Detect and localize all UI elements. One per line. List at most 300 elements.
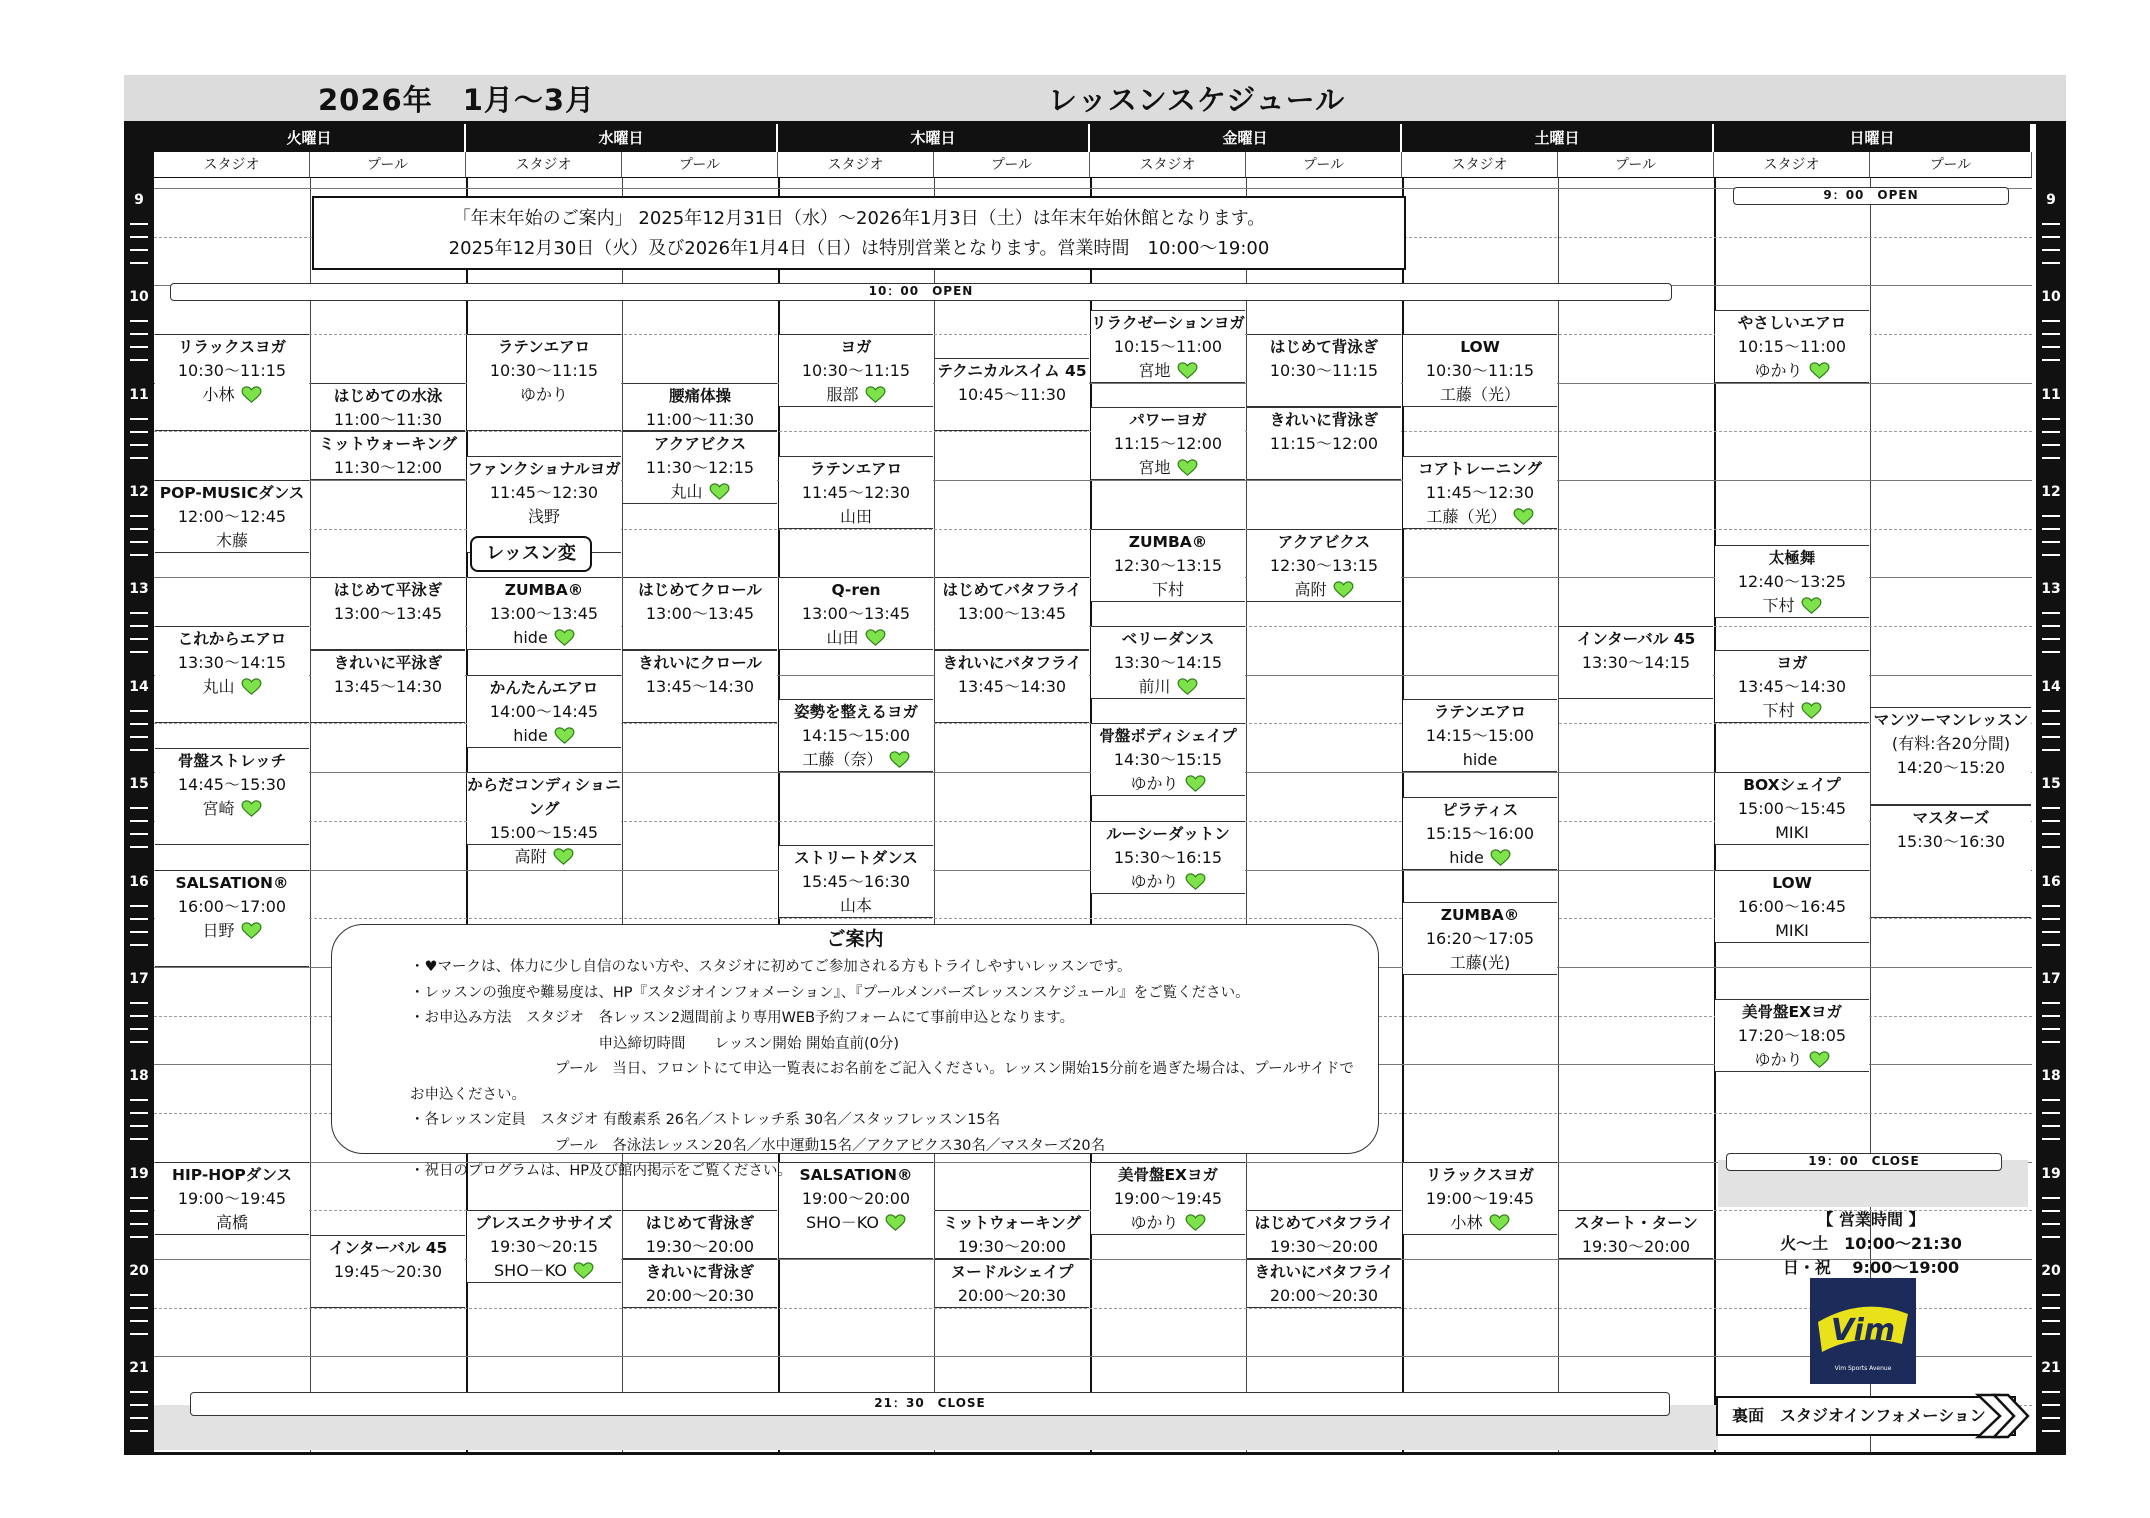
lesson-instructor: 木藤: [215, 531, 248, 551]
hour-label: 15: [129, 776, 149, 793]
hour-tick: [130, 710, 148, 712]
hour-tick: [2042, 1015, 2060, 1017]
hour-tick: [2042, 723, 2060, 725]
lesson-instructor-row: [1715, 919, 1869, 943]
lesson-block[interactable]: [155, 748, 309, 845]
lesson-title: インターバル 45: [1576, 630, 1696, 649]
lesson-block[interactable]: [1715, 999, 1869, 1072]
hour-tick: [2042, 528, 2060, 530]
heart-icon: [1333, 581, 1354, 598]
hour-tick: [2042, 1333, 2060, 1335]
hour-label: 12: [129, 484, 149, 501]
lesson-time: 15:45～16:30: [801, 872, 911, 892]
day-header: 金曜日: [1090, 124, 1402, 152]
hour-tick: [130, 1417, 148, 1419]
lesson-block[interactable]: [1403, 1162, 1557, 1235]
hour-tick: [130, 905, 148, 907]
hour-label: 10: [2041, 289, 2061, 306]
hour-tick: [2042, 1417, 2060, 1419]
lesson-block[interactable]: [623, 1259, 777, 1308]
lesson-time: 13:30～14:15: [1113, 653, 1223, 673]
studio-header: スタジオ: [778, 152, 934, 178]
hour-tick: [2042, 918, 2060, 920]
lesson-instructor: 工藤(光): [1449, 952, 1511, 972]
hour-tick: [130, 1015, 148, 1017]
hour-tick: [2042, 1236, 2060, 1238]
lesson-block[interactable]: [935, 650, 1089, 723]
lesson-time: 15:00～15:45: [1737, 799, 1847, 819]
hour-tick: [130, 1002, 148, 1004]
lesson-time: 19:30～20:00: [1581, 1237, 1691, 1257]
hour-tick: [130, 236, 148, 238]
lesson-block[interactable]: [1091, 529, 1245, 602]
hour-label: 18: [129, 1068, 149, 1085]
lesson-block[interactable]: [1091, 821, 1245, 894]
lesson-instructor: 服部: [826, 385, 859, 405]
lesson-title: きれいに平泳ぎ: [333, 654, 443, 673]
hour-tick: [2042, 1041, 2060, 1043]
lesson-title: 姿勢を整えるヨガ: [793, 703, 918, 722]
hour-tick: [2042, 1404, 2060, 1406]
lesson-instructor: ゆかり: [1130, 871, 1179, 891]
studio-header: スタジオ: [1402, 152, 1558, 178]
lesson-title: ストリートダンス: [794, 849, 918, 868]
lesson-instructor-row: [155, 919, 309, 943]
hour-tick: [130, 944, 148, 946]
lesson-block[interactable]: [1715, 870, 1869, 943]
lesson-block[interactable]: [1403, 797, 1557, 870]
lesson-title: アクアビクス: [653, 435, 747, 454]
hour-tick: [130, 1099, 148, 1101]
lesson-time: 13:45～14:30: [1737, 677, 1847, 697]
lesson-block[interactable]: [1247, 1210, 1401, 1259]
lesson-time: 20:00～20:30: [1269, 1285, 1379, 1305]
lesson-instructor: SHO－KO: [806, 1212, 879, 1232]
lesson-title: リラックスヨガ: [1425, 1165, 1535, 1184]
lesson-instructor: 工藤（光）: [1426, 506, 1507, 526]
lesson-title: Q-ren: [831, 581, 881, 600]
back-page-link-label: 裏面 スタジオインフォメーション: [1732, 1406, 1986, 1425]
lesson-title: コアトレーニング: [1418, 459, 1542, 478]
guide-line: 申込締切時間 レッスン開始 開始直前(0分): [410, 1035, 900, 1052]
lesson-block[interactable]: [779, 334, 933, 407]
lesson-time: 15:30～16:30: [1896, 831, 2006, 851]
vim-logo: [1810, 1278, 1916, 1384]
hour-label: 12: [2041, 484, 2061, 501]
hour-tick: [2042, 1391, 2060, 1393]
pool-header: プール: [934, 152, 1090, 178]
hour-tick: [130, 638, 148, 640]
lesson-block[interactable]: [623, 577, 777, 650]
lesson-block[interactable]: [779, 699, 933, 772]
lesson-time: 11:45～12:30: [489, 482, 599, 502]
lesson-block[interactable]: [935, 1259, 1089, 1308]
lesson-block[interactable]: [1715, 650, 1869, 723]
hour-tick: [130, 612, 148, 614]
lesson-block[interactable]: [1403, 456, 1557, 529]
lesson-title: きれいに背泳ぎ: [1269, 411, 1379, 430]
lesson-title: ミットウォーキング: [318, 435, 458, 454]
lesson-title: ヨガ: [840, 338, 872, 357]
hour-tick: [2042, 359, 2060, 361]
lesson-time: 13:45～14:30: [645, 677, 755, 697]
lesson-time: 19:00～19:45: [177, 1188, 287, 1208]
lesson-time: 20:00～20:30: [645, 1285, 755, 1305]
studio-header: スタジオ: [466, 152, 622, 178]
hour-label: 9: [2046, 192, 2056, 208]
lesson-block[interactable]: [935, 1210, 1089, 1259]
lesson-block[interactable]: [1871, 805, 2031, 919]
hour-tick: [130, 554, 148, 556]
lesson-instructor-row: [1715, 359, 1869, 383]
lesson-instructor: 下村: [1762, 701, 1795, 721]
lesson-block[interactable]: [311, 383, 465, 432]
lesson-instructor-row: [467, 383, 621, 407]
lesson-time: 10:30～11:15: [1269, 361, 1379, 381]
lesson-block[interactable]: [155, 870, 309, 967]
heart-icon: [1801, 702, 1822, 719]
hour-label: 15: [2041, 776, 2061, 793]
lesson-block[interactable]: [935, 577, 1089, 650]
lesson-time: 13:45～14:30: [333, 677, 443, 697]
lesson-title: きれいにバタフライ: [1254, 1262, 1394, 1281]
lesson-instructor: ゆかり: [1130, 774, 1179, 794]
lesson-instructor: 高附: [514, 847, 547, 867]
lesson-instructor-row: [1091, 359, 1245, 383]
lesson-block[interactable]: [467, 1210, 621, 1283]
lesson-block[interactable]: [935, 358, 1089, 431]
hour-label: 20: [2041, 1262, 2061, 1279]
heart-icon: [241, 678, 262, 695]
lesson-time: 10:30～11:15: [489, 361, 599, 381]
lesson-block[interactable]: [155, 1162, 309, 1235]
heart-icon: [554, 727, 575, 744]
lesson-time: 14:30～15:15: [1113, 750, 1223, 770]
hour-label: 13: [2041, 581, 2061, 598]
hour-label: 16: [129, 873, 149, 890]
lesson-time: 13:45～14:30: [957, 677, 1067, 697]
lesson-instructor: 小林: [1450, 1212, 1483, 1232]
lesson-title: ZUMBA®: [1128, 532, 1208, 551]
lesson-time: 17:20～18:05: [1737, 1026, 1847, 1046]
lesson-instructor: 浅野: [527, 506, 560, 526]
lesson-time: 15:15～16:00: [1425, 823, 1535, 843]
lesson-title: ラテンエアロ: [809, 459, 903, 478]
lesson-instructor: 高附: [1294, 579, 1327, 599]
lesson-time: 14:15～15:00: [801, 726, 911, 746]
lesson-block[interactable]: [1091, 626, 1245, 699]
lesson-block[interactable]: [1715, 310, 1869, 383]
lesson-time: (有料:各20分間): [1891, 734, 2011, 754]
hour-tick: [2042, 223, 2060, 225]
heart-icon: [865, 629, 886, 646]
lesson-block[interactable]: [779, 577, 933, 650]
lesson-block[interactable]: [311, 650, 465, 723]
period-title: 2026年 1月～3月: [318, 83, 596, 117]
lesson-instructor: ゆかり: [1130, 1212, 1179, 1232]
guide-line: ・各レッスン定員 スタジオ 有酸素系 26名／ストレッチ系 30名／スタッフレッスン15名: [410, 1112, 1001, 1128]
column-divider: [1558, 178, 1559, 1452]
lesson-block[interactable]: [1403, 902, 1557, 975]
lesson-title: HIP-HOPダンス: [172, 1165, 292, 1184]
hour-tick: [2042, 1028, 2060, 1030]
lesson-block[interactable]: [311, 577, 465, 650]
hour-tick: [2042, 1320, 2060, 1322]
hour-tick: [2042, 320, 2060, 322]
pool-header: プール: [310, 152, 466, 178]
lesson-instructor-row: [623, 480, 777, 504]
lesson-instructor-row: [155, 529, 309, 553]
lesson-instructor-row: [1091, 772, 1245, 796]
lesson-time: 16:20～17:05: [1425, 928, 1535, 948]
lesson-instructor-row: [1715, 1048, 1869, 1072]
lesson-block[interactable]: [467, 334, 621, 431]
hour-tick: [2042, 638, 2060, 640]
lesson-instructor: MIKI: [1775, 823, 1809, 843]
lesson-block[interactable]: [1559, 626, 1713, 699]
lesson-title: はじめてクロール: [638, 581, 762, 600]
hour-tick: [2042, 1294, 2060, 1296]
lesson-block[interactable]: [623, 1210, 777, 1259]
lesson-instructor-row: [467, 626, 621, 650]
lesson-title: ミットウォーキング: [942, 1214, 1082, 1233]
lesson-title: SALSATION®: [175, 873, 289, 892]
lesson-time: 10:30～11:15: [1425, 361, 1535, 381]
lesson-time: 10:30～11:15: [801, 361, 911, 381]
lesson-instructor-row: [1091, 456, 1245, 480]
lesson-time: 13:00～13:45: [801, 604, 911, 624]
hour-tick: [130, 1028, 148, 1030]
pool-header: プール: [622, 152, 778, 178]
pool-header: プール: [1558, 152, 1714, 178]
back-page-link[interactable]: [1716, 1396, 2016, 1436]
lesson-instructor: hide: [1449, 847, 1484, 867]
hour-tick: [130, 1041, 148, 1043]
lesson-block[interactable]: [1403, 334, 1557, 407]
heart-icon: [1185, 873, 1206, 890]
lesson-instructor: 高橋: [215, 1212, 248, 1232]
hour-tick: [130, 431, 148, 433]
lesson-time: 19:30～20:00: [645, 1237, 755, 1257]
lesson-title: ヌードルシェイプ: [950, 1262, 1074, 1281]
lesson-time: 13:30～14:15: [1581, 653, 1691, 673]
lesson-time: 11:30～12:00: [333, 458, 443, 478]
heart-icon: [885, 1214, 906, 1231]
lesson-instructor-row: [1403, 951, 1557, 975]
lesson-block[interactable]: [467, 675, 621, 748]
hour-label: 17: [129, 970, 149, 987]
lesson-instructor: hide: [513, 725, 548, 745]
lesson-instructor-row: [779, 626, 933, 650]
lesson-title: きれいに背泳ぎ: [645, 1262, 755, 1281]
lesson-block[interactable]: [1715, 772, 1869, 845]
lesson-time: 15:00～15:45: [489, 823, 599, 843]
hour-tick: [2042, 1002, 2060, 1004]
lesson-instructor: MIKI: [1775, 920, 1809, 940]
close-21-bar: 21：30 CLOSE: [190, 1392, 1670, 1416]
lesson-title: POP-MUSICダンス: [159, 484, 305, 503]
hour-tick: [130, 1197, 148, 1199]
lesson-time: 11:30～12:15: [645, 458, 755, 478]
hour-tick: [2042, 444, 2060, 446]
lesson-time: 19:00～19:45: [1113, 1188, 1223, 1208]
hour-tick: [130, 918, 148, 920]
lesson-block[interactable]: [1091, 723, 1245, 796]
lesson-time: 16:00～17:00: [177, 896, 287, 916]
lesson-title: はじめてバタフライ: [1254, 1214, 1394, 1233]
lesson-time: 11:15～12:00: [1269, 434, 1379, 454]
hour-tick: [2042, 1138, 2060, 1140]
lesson-block[interactable]: [155, 334, 309, 431]
guide-title: ご案内: [826, 928, 884, 950]
studio-header: スタジオ: [1714, 152, 1870, 178]
lesson-title: かんたんエアロ: [489, 678, 599, 697]
hour-label: 16: [2041, 873, 2061, 890]
close-19-bar: 19：00 CLOSE: [1726, 1153, 2002, 1171]
hour-tick: [2042, 749, 2060, 751]
guide-line: ・祝日のプログラムは、HP及び館内掲示をご覧ください。: [410, 1163, 792, 1179]
lesson-block[interactable]: [311, 431, 465, 480]
heart-icon: [1809, 1051, 1830, 1068]
lesson-block[interactable]: [155, 626, 309, 723]
lesson-title: アクアビクス: [1277, 532, 1371, 551]
hour-tick: [2042, 249, 2060, 251]
day-header: 土曜日: [1402, 124, 1714, 152]
lesson-title: 美骨盤EXヨガ: [1741, 1003, 1843, 1022]
lesson-title: 骨盤ストレッチ: [177, 751, 287, 770]
opening-hours-holiday: 日・祝 9:00～19:00: [1782, 1258, 1960, 1277]
hour-tick: [130, 807, 148, 809]
hour-tick: [2042, 710, 2060, 712]
lesson-time: 12:30～13:15: [1113, 555, 1223, 575]
heart-icon: [1489, 1214, 1510, 1231]
hour-label: 10: [129, 289, 149, 306]
lesson-title: ラテンエアロ: [497, 338, 591, 357]
lesson-title: LOW: [1460, 338, 1500, 357]
lesson-block[interactable]: [1091, 310, 1245, 383]
pool-header: プール: [1870, 152, 2032, 178]
hour-tick: [2042, 554, 2060, 556]
lesson-block[interactable]: [467, 577, 621, 650]
heart-icon: [241, 922, 262, 939]
lesson-block[interactable]: [1403, 699, 1557, 772]
hour-tick: [130, 1333, 148, 1335]
hour-tick: [130, 723, 148, 725]
lesson-instructor-row: [1403, 846, 1557, 870]
notice-line: 2025年12月30日（火）及び2026年1月4日（日）は特別営業となります。営業時間 10:00～19:00: [448, 238, 1270, 259]
lesson-title: 骨盤ボディシェイプ: [1099, 727, 1237, 746]
lesson-time: 11:00～11:30: [645, 409, 755, 429]
guide-line: ・♥マークは、体力に少し自信のない方や、スタジオに初めてご参加される方もトライしやすいレッスンです。: [410, 959, 1132, 975]
lesson-block[interactable]: [623, 383, 777, 432]
hour-tick: [130, 846, 148, 848]
heart-icon: [241, 386, 262, 403]
lesson-time: 12:30～13:15: [1269, 555, 1379, 575]
hour-tick: [2042, 457, 2060, 459]
lesson-block[interactable]: [1247, 529, 1401, 602]
lesson-instructor-row: [1091, 1211, 1245, 1235]
lesson-instructor-row: [155, 797, 309, 821]
heart-icon: [709, 483, 730, 500]
lesson-instructor-row: [155, 383, 309, 407]
lesson-block[interactable]: [1247, 1259, 1401, 1308]
lesson-title: ZUMBA®: [504, 581, 584, 600]
lesson-instructor-row: [155, 675, 309, 699]
lesson-instructor-row: [155, 1211, 309, 1235]
lesson-instructor: 山田: [826, 628, 859, 648]
lesson-instructor: 前川: [1138, 677, 1171, 697]
lesson-title: スタート・ターン: [1574, 1214, 1698, 1233]
lesson-instructor-row: [467, 1259, 621, 1283]
hour-tick: [130, 541, 148, 543]
lesson-time: 10:15～11:00: [1737, 336, 1847, 356]
lesson-title: はじめて平泳ぎ: [333, 581, 443, 600]
lesson-time: 19:00～20:00: [801, 1188, 911, 1208]
lesson-block[interactable]: [1715, 545, 1869, 618]
hour-tick: [130, 833, 148, 835]
lesson-block[interactable]: [1559, 1210, 1713, 1259]
heart-icon: [865, 386, 886, 403]
lesson-block[interactable]: [1247, 407, 1401, 480]
lesson-instructor: 工藤（光）: [1439, 385, 1520, 405]
lesson-title: BOXシェイプ: [1743, 776, 1841, 795]
studio-header: スタジオ: [154, 152, 310, 178]
hour-tick: [130, 736, 148, 738]
lesson-block[interactable]: [779, 845, 933, 918]
lesson-block[interactable]: [311, 1235, 465, 1308]
lesson-title: ルーシーダットン: [1106, 824, 1230, 843]
hour-tick: [2042, 736, 2060, 738]
lesson-title: やさしいエアロ: [1737, 313, 1847, 332]
lesson-time: 11:15～12:00: [1113, 434, 1223, 454]
lesson-instructor-row: [1715, 699, 1869, 723]
day-header: 木曜日: [778, 124, 1090, 152]
hour-label: 18: [2041, 1068, 2061, 1085]
lesson-block[interactable]: [1247, 334, 1401, 407]
lesson-block[interactable]: [467, 772, 621, 867]
open-10-bar: 10：00 OPEN: [170, 283, 1672, 301]
hour-tick: [130, 931, 148, 933]
heart-icon: [1177, 459, 1198, 476]
hour-tick: [2042, 625, 2060, 627]
lesson-instructor: hide: [1462, 750, 1498, 770]
hour-tick: [130, 1210, 148, 1212]
lesson-instructor-row: [779, 505, 933, 529]
hour-tick: [130, 515, 148, 517]
lesson-time: 13:30～14:15: [177, 653, 287, 673]
lesson-block[interactable]: [623, 650, 777, 723]
lesson-block[interactable]: [1871, 707, 2031, 804]
hour-tick: [130, 1404, 148, 1406]
lesson-instructor-row: [1871, 756, 2031, 780]
lesson-title: LOW: [1772, 873, 1812, 892]
lesson-instructor-row: [1715, 821, 1869, 845]
lesson-instructor-row: [1715, 594, 1869, 618]
lesson-time: 15:30～16:15: [1113, 847, 1223, 867]
hour-tick: [2042, 333, 2060, 335]
hour-label: 21: [2041, 1360, 2061, 1377]
heart-icon: [1177, 362, 1198, 379]
lesson-block[interactable]: [1091, 407, 1245, 480]
lesson-title: マンツーマンレッスン: [1873, 711, 2029, 730]
hour-label: 13: [129, 581, 149, 598]
hour-tick: [2042, 1112, 2060, 1114]
hour-tick: [130, 1223, 148, 1225]
lesson-block[interactable]: [623, 431, 777, 504]
lesson-title: SALSATION®: [799, 1165, 913, 1184]
lesson-block[interactable]: [155, 480, 309, 553]
lesson-block[interactable]: [779, 456, 933, 529]
